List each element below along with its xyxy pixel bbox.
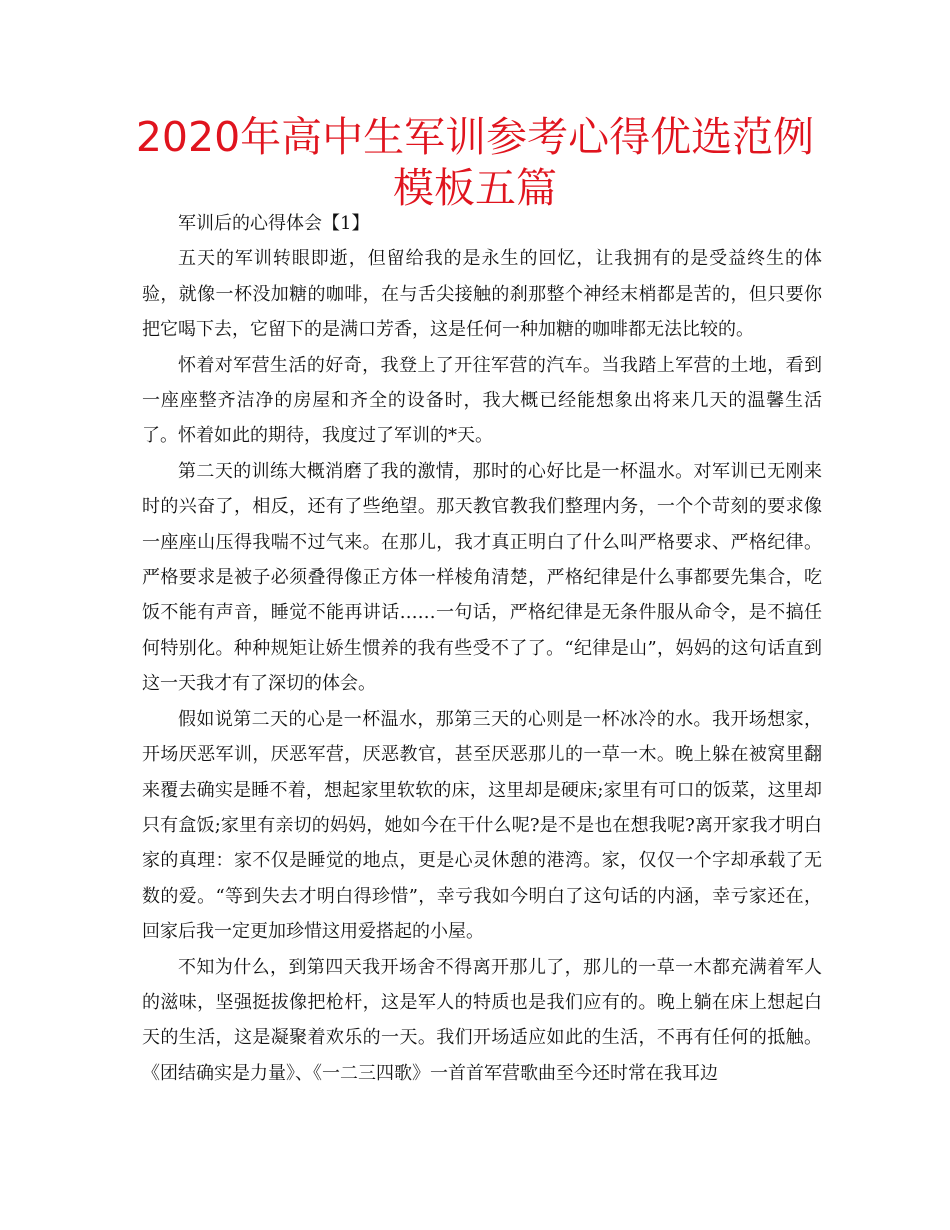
- section-heading: 军训后的心得体会【1】: [178, 213, 370, 234]
- paragraph-2: 怀着对军营生活的好奇，我登上了开往军营的汽车。当我踏上军营的土地，看到一座座整齐洁净的房屋和齐全的设备时，我大概已经能想象出将来几天的温馨生活了。怀着如此的期待，我度过了军训的*天。: [142, 354, 822, 447]
- document-body: [142, 206, 822, 1091]
- paragraph-5: 不知为什么，到第四天我开场舍不得离开那儿了，那儿的一草一木都充满着军人的滋味，坚强挺拔像把枪杆，这是军人的特质也是我们应有的。晚上躺在床上想起白天的生活，这是凝聚着欢乐的一天。我们开场适应如此的生活，不再有任何的抵触。《团结确实是力量》、《一二三四歌》一首首军营歌曲至今还时常在我耳边: [142, 956, 822, 1084]
- document-title: 2020年高中生军训参考心得优选范例模板五篇: [135, 113, 815, 212]
- paragraph-1: 五天的军训转眼即逝，但留给我的是永生的回忆，让我拥有的是受益终生的体验，就像一杯没加糖的咖啡，在与舌尖接触的刹那整个神经末梢都是苦的，但只要你把它喝下去，它留下的是满口芳香，这是任何一种加糖的咖啡都无法比较的。: [142, 248, 822, 341]
- paragraph-3: 第二天的训练大概消磨了我的激情，那时的心好比是一杯温水。对军训已无刚来时的兴奋了，相反，还有了些绝望。那天教官教我们整理内务，一个个苛刻的要求像一座座山压得我喘不过气来。在那儿，我才真正明白了什么叫严格要求、严格纪律。严格要求是被子必须叠得像正方体一样棱角清楚，严格纪律是什么事都要先集合，吃饭不能有声音，睡觉不能再讲话……一句话，严格纪律是无条件服从命令，是不搞任何特别化。种种规矩让娇生惯养的我有些受不了了。“纪律是山”，妈妈的这句话直到这一天我才有了深切的体会。: [142, 460, 822, 695]
- paragraph-4: 假如说第二天的心是一杯温水，那第三天的心则是一杯冰冷的水。我开场想家，开场厌恶军训，厌恶军营，厌恶教官，甚至厌恶那儿的一草一木。晚上躲在被窝里翻来覆去确实是睡不着，想起家里软软的床，这里却是硬床;家里有可口的饭菜，这里却只有盒饭;家里有亲切的妈妈，她如今在干什么呢?是不是也在想我呢?离开家我才明白家的真理：家不仅是睡觉的地点，更是心灵休憩的港湾。家，仅仅一个字却承载了无数的爱。“等到失去才明白得珍惜”，幸亏我如今明白了这句话的内涵，幸亏家还在，回家后我一定更加珍惜这用爱搭起的小屋。: [142, 708, 822, 943]
